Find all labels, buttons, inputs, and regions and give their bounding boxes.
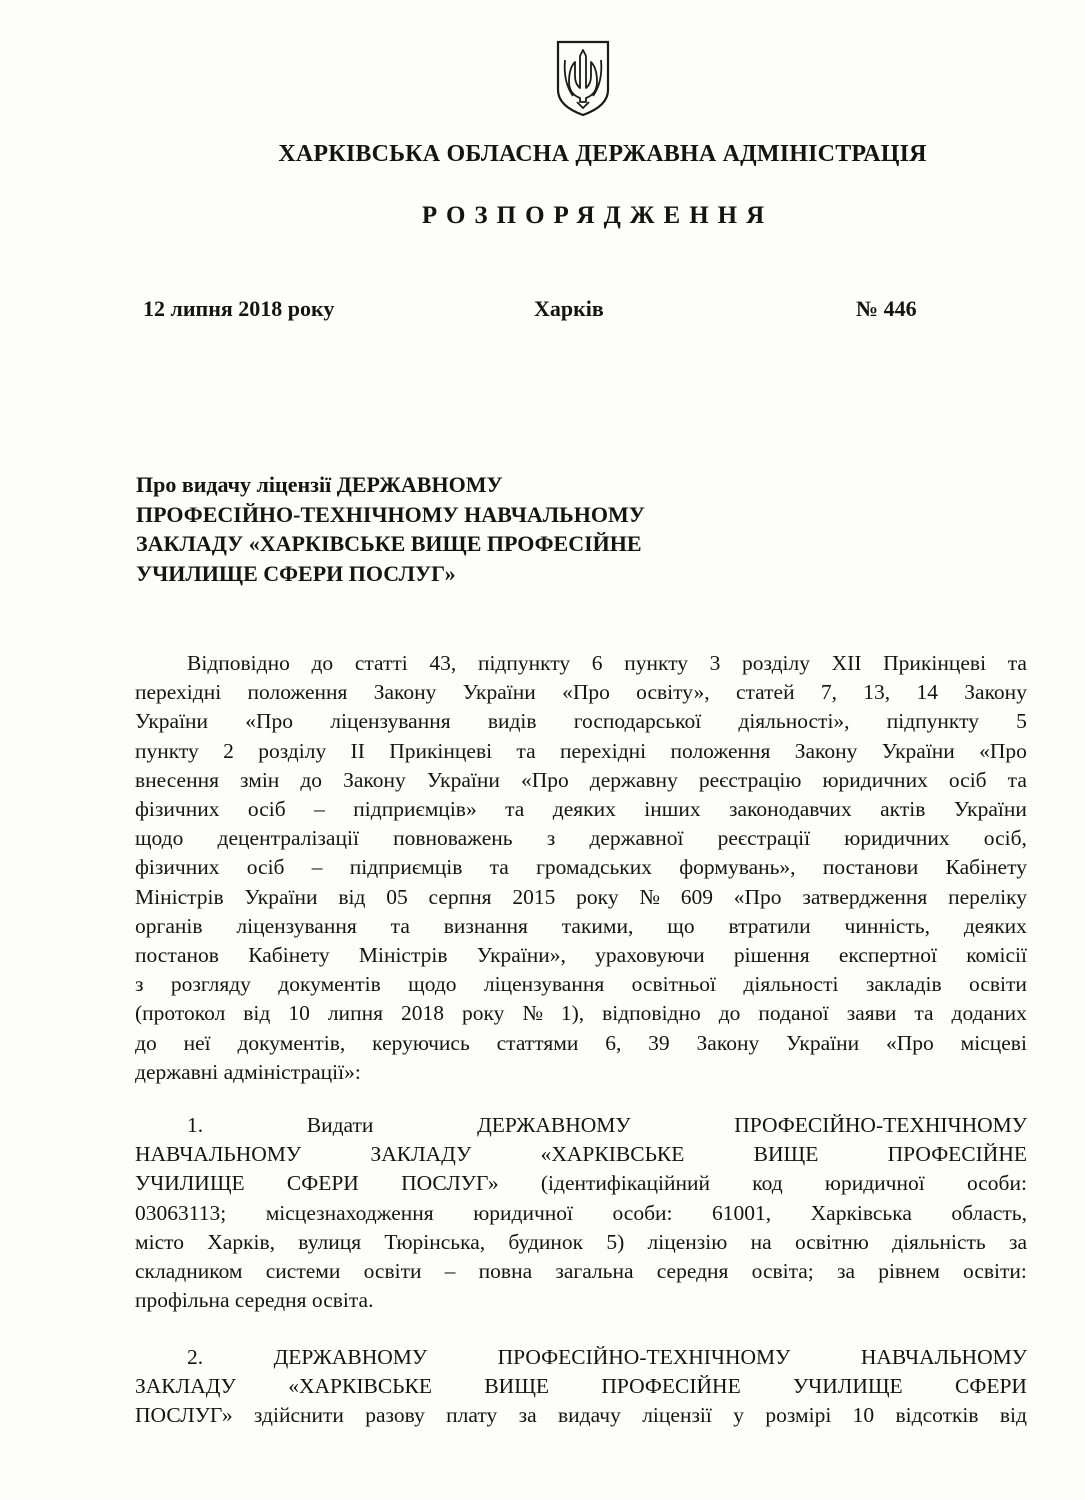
paragraph-line: 1. Видати ДЕРЖАВНОМУ ПРОФЕСІЙНО-ТЕХНІЧНОМУ (187, 1113, 1027, 1137)
document-date: 12 липня 2018 року (143, 296, 335, 321)
paragraph-line: ПОСЛУГ» здійснити разову плату за видачу ліцензії у розмірі 10 відсотків від (135, 1403, 1027, 1428)
paragraph-line: пункту 2 розділу II Прикінцеві та перехідні положення Закону України «Про (135, 738, 1027, 763)
paragraph-line: ЗАКЛАДУ «ХАРКІВСЬКЕ ВИЩЕ ПРОФЕСІЙНЕ УЧИЛИЩЕ СФЕРИ (135, 1374, 1027, 1399)
paragraph-line: Відповідно до статті 43, підпункту 6 пункту 3 розділу XII Прикінцеві та (187, 651, 1027, 675)
subject-line: ПРОФЕСІЙНО-ТЕХНІЧНОМУ НАВЧАЛЬНОМУ (136, 501, 645, 527)
subject-line: Про видачу ліцензії ДЕРЖАВНОМУ (136, 472, 503, 497)
paragraph-line: з розгляду документів щодо ліцензування освітньої діяльності закладів освіти (135, 972, 1027, 997)
paragraph-line: 2. ДЕРЖАВНОМУ ПРОФЕСІЙНО-ТЕХНІЧНОМУ НАВЧАЛЬНОМУ (187, 1345, 1027, 1369)
clause-1-paragraph (135, 1111, 1027, 1315)
paragraph-line: місто Харків, вулиця Тюрінська, будинок 5) ліцензію на освітню діяльність за (135, 1229, 1027, 1254)
paragraph-line: НАВЧАЛЬНОМУ ЗАКЛАДУ «ХАРКІВСЬКЕ ВИЩЕ ПРОФЕСІЙНЕ (135, 1142, 1027, 1167)
document-city: Харків (534, 296, 604, 321)
document-number: № 446 (856, 296, 917, 321)
clause-2-paragraph (135, 1343, 1027, 1431)
paragraph-line: органів ліцензування та визнання такими, що втратили чинність, деяких (135, 913, 1027, 938)
paragraph-line: (протокол від 10 липня 2018 року № 1), відповідно до поданої заяви та доданих (135, 1001, 1027, 1026)
paragraph-line: 03063113; місцезнаходження юридичної особи: 61001, Харківська область, (135, 1200, 1027, 1225)
paragraph-line: Міністрів України від 05 серпня 2015 року № 609 «Про затвердження переліку (135, 884, 1027, 909)
paragraph-line: складником системи освіти – повна загальна середня освіта; за рівнем освіти: (135, 1259, 1027, 1284)
paragraph-line: України «Про ліцензування видів господарської діяльності», підпункту 5 (135, 709, 1027, 734)
paragraph-line: перехідні положення Закону України «Про освіту», статей 7, 13, 14 Закону (135, 680, 1027, 705)
paragraph-line: до неї документів, керуючись статтями 6, 39 Закону України «Про місцеві (135, 1030, 1027, 1055)
document-type: РОЗПОРЯДЖЕННЯ (421, 202, 774, 229)
subject-line: УЧИЛИЩЕ СФЕРИ ПОСЛУГ» (136, 560, 456, 586)
subject-line: ЗАКЛАДУ «ХАРКІВСЬКЕ ВИЩЕ ПРОФЕСІЙНЕ (136, 531, 642, 556)
paragraph-line: профільна середня освіта. (135, 1288, 374, 1313)
preamble-paragraph (135, 649, 1027, 1087)
paragraph-line: фізичних осіб – підприємців» та деяких інших законодавчих актів України (135, 797, 1027, 822)
paragraph-line: фізичних осіб – підприємців та громадських формувань», постанови Кабінету (135, 855, 1027, 880)
paragraph-line: щодо децентралізації повноважень з державної реєстрації юридичних осіб, (135, 826, 1027, 851)
issuing-authority: ХАРКІВСЬКА ОБЛАСНА ДЕРЖАВНА АДМІНІСТРАЦІЯ (278, 141, 927, 167)
paragraph-line: внесення змін до Закону України «Про державну реєстрацію юридичних осіб та (135, 767, 1027, 792)
document-subject (136, 470, 856, 588)
paragraph-line: державні адміністрації»: (135, 1059, 361, 1084)
trident-emblem-icon (553, 38, 613, 118)
paragraph-line: УЧИЛИЩЕ СФЕРИ ПОСЛУГ» (ідентифікаційний код юридичної особи: (135, 1171, 1027, 1196)
paragraph-line: постанов Кабінету Міністрів України», ураховуючи рішення експертної комісії (135, 943, 1027, 968)
